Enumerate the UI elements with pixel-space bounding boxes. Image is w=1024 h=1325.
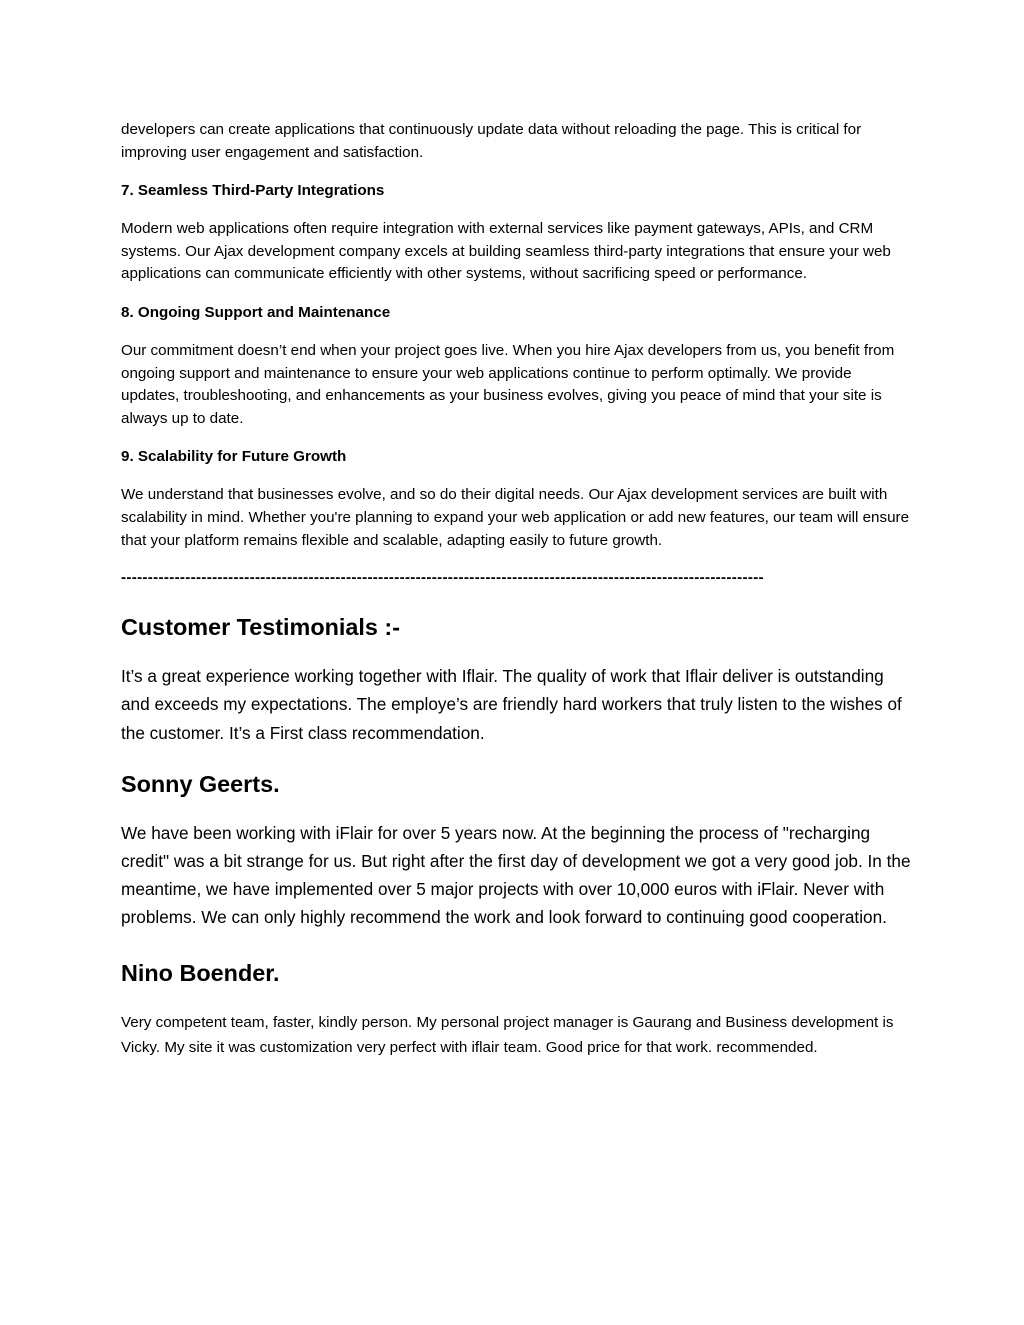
testimonial-quote-2: We have been working with iFlair for over 5 years now. At the beginning the process of "recharging credit" was a bit strange for us. But right after the first day of development we got a very good job. In the meantime, we have implemented over 5 major projects with over 10,000 euros with iFlair. Never with problems. We can only highly recommend the work and look forward to continuing good cooperation. <box>121 822 911 928</box>
section-body-support: Our commitment doesn’t end when your project goes live. When you hire Ajax developers from us, you benefit from ongoing support and maintenance to ensure your web applications continue to perform optimally. We provide updates, troubleshooting, and enhancements as your business evolves, giving you peace of mind that your site is always up to date. <box>121 341 895 427</box>
section-body-integrations: Modern web applications often require integration with external services like payment gateways, APIs, and CRM systems. Our Ajax development company excels at building seamless third-party integrations that ensure your web applications can communicate efficiently with other systems, without sacrificing speed or performance. <box>121 220 891 283</box>
section-body-scalability: We understand that businesses evolve, and so do their digital needs. Our Ajax development services are built with scalability in mind. Whether you're planning to expand your web application or add new features, our team will ensure that your platform remains flexible and scalable, adapting easily to future growth. <box>121 486 910 549</box>
intro-paragraph: developers can create applications that continuously update data without reloading the page. This is critical for improving user engagement and satisfaction. <box>121 121 862 161</box>
testimonial-author-1: Sonny Geerts. <box>121 770 280 797</box>
testimonial-author-2: Nino Boender. <box>121 959 280 986</box>
document-page <box>121 119 911 1061</box>
section-heading-integrations: 7. Seamless Third-Party Integrations <box>121 182 385 200</box>
testimonial-quote-3: Very competent team, faster, kindly person. My personal project manager is Gaurang and Business development is Vicky. My site it was customization very perfect with iflair team. Good price for that work. recommended. <box>121 1013 894 1057</box>
section-heading-scalability: 9. Scalability for Future Growth <box>121 448 347 466</box>
testimonials-heading: Customer Testimonials :- <box>121 614 400 641</box>
testimonial-quote-1: It’s a great experience working together with Iflair. The quality of work that Iflair deliver is outstanding and exceeds my expectations. The employe’s are friendly hard workers that truly listen to the wishes of the customer. It’s a First class recommendation. <box>121 666 902 743</box>
dashed-divider: ------------------------------------------------------------------------------------------------------------------------ <box>121 569 764 587</box>
section-heading-support: 8. Ongoing Support and Maintenance <box>121 303 391 321</box>
